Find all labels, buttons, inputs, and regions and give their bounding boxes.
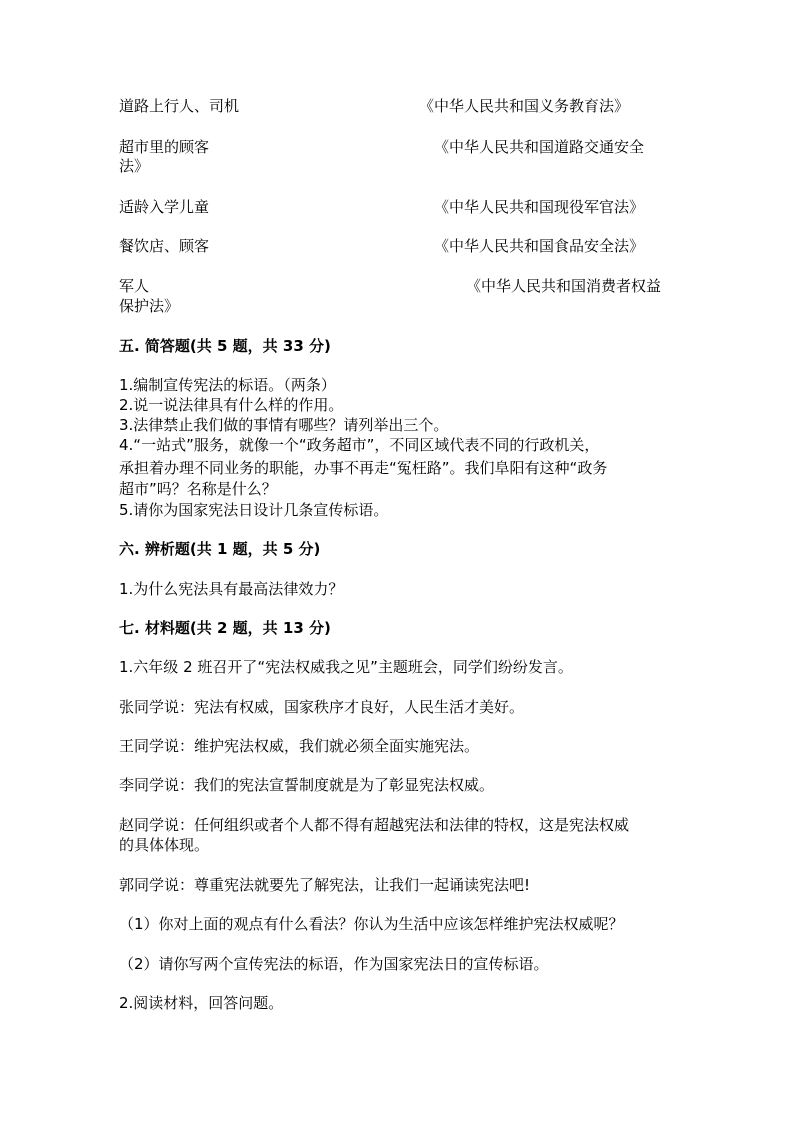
match-left-3: 适龄入学儿童 <box>119 198 210 216</box>
match-right-3: 《中华人民共和国现役军官法》 <box>434 198 645 216</box>
section5-q4-line1: 4.“一站式”服务，就像一个“政务超市”，不同区域代表不同的行政机关， <box>119 436 600 454</box>
section5-q5: 5.请你为国家宪法日设计几条宣传标语。 <box>119 501 389 519</box>
match-left-4: 餐饮店、顾客 <box>119 237 210 255</box>
statement-guo: 郭同学说：尊重宪法就要先了解宪法，让我们一起诵读宪法吧! <box>119 876 531 894</box>
section5-title: 五. 简答题(共 5 题，共 33 分) <box>119 337 331 355</box>
section6-title: 六. 辨析题(共 1 题，共 5 分) <box>119 540 321 558</box>
section6-q1: 1.为什么宪法具有最高法律效力？ <box>119 580 344 598</box>
match-left-2: 超市里的顾客 <box>119 138 210 156</box>
match-left-1: 道路上行人、司机 <box>119 97 240 115</box>
match-right-4: 《中华人民共和国食品安全法》 <box>434 237 645 255</box>
match-left-5: 军人 <box>119 277 150 295</box>
match-right-1: 《中华人民共和国义务教育法》 <box>419 97 630 115</box>
section7-title: 七. 材料题(共 2 题，共 13 分) <box>119 619 331 637</box>
statement-wang: 王同学说：维护宪法权威，我们就必须全面实施宪法。 <box>119 737 480 755</box>
section7-sub1: （1）你对上面的观点有什么看法？你认为生活中应该怎样维护宪法权威呢？ <box>119 915 624 933</box>
match-right-5-cont: 保护法》 <box>119 297 180 315</box>
section5-q4-line3: 超市”吗？名称是什么？ <box>119 480 277 498</box>
section5-q2: 2.说一说法律具有什么样的作用。 <box>119 396 344 414</box>
section7-q1-intro: 1.六年级 2 班召开了“宪法权威我之见”主题班会，同学们纷纷发言。 <box>119 658 573 676</box>
statement-zhao-line2: 的具体体现。 <box>119 836 210 854</box>
section7-sub2: （2）请你写两个宣传宪法的标语，作为国家宪法日的宣传标语。 <box>119 955 549 973</box>
statement-li: 李同学说：我们的宪法宣誓制度就是为了彰显宪法权威。 <box>119 776 495 794</box>
match-right-2-cont: 法》 <box>119 157 150 175</box>
statement-zhang: 张同学说：宪法有权威，国家秩序才良好，人民生活才美好。 <box>119 698 525 716</box>
section7-q2: 2.阅读材料，回答问题。 <box>119 994 284 1012</box>
statement-zhao-line1: 赵同学说：任何组织或者个人都不得有超越宪法和法律的特权，这是宪法权威 <box>119 816 630 834</box>
section5-q3: 3.法律禁止我们做的事情有哪些？请列举出三个。 <box>119 416 449 434</box>
match-right-2: 《中华人民共和国道路交通安全 <box>434 138 645 156</box>
match-right-5: 《中华人民共和国消费者权益 <box>466 277 662 295</box>
section5-q1: 1.编制宣传宪法的标语。（两条） <box>119 376 336 394</box>
section5-q4-line2: 承担着办理不同业务的职能，办事不再走“冤枉路”。我们阜阳有这种“政务 <box>119 459 608 477</box>
